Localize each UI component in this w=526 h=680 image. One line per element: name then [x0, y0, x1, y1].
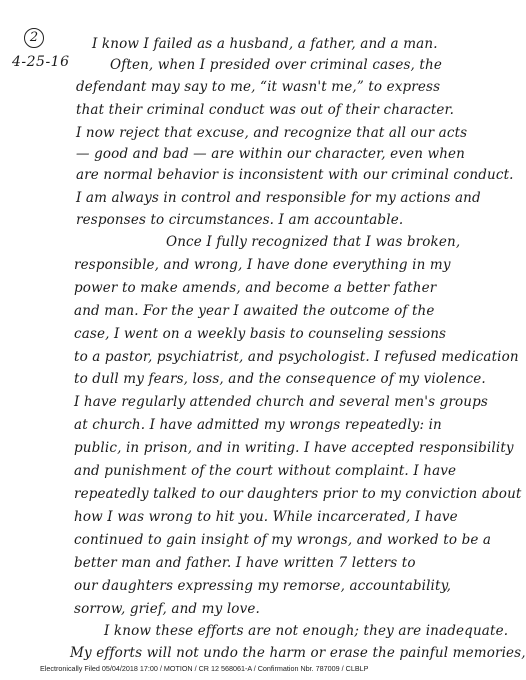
- letter-line: continued to gain insight of my wrongs, and worked to be a: [74, 532, 492, 548]
- page-number: 2: [24, 28, 44, 48]
- letter-line: Often, when I presided over criminal cases, the: [110, 57, 442, 73]
- letter-line: responsible, and wrong, I have done everything in my: [74, 257, 451, 273]
- letter-date: 4-25-16: [12, 54, 70, 70]
- electronic-filing-stamp: Electronically Filed 05/04/2018 17:00 / MOTION / CR 12 568061-A / Confirmation Nbr. 787009 / CLBLP: [40, 664, 369, 673]
- letter-line: public, in prison, and in writing. I have accepted responsibility: [74, 440, 514, 456]
- letter-line: repeatedly talked to our daughters prior to my conviction about: [74, 486, 522, 502]
- letter-line: I know these efforts are not enough; they are inadequate.: [104, 623, 509, 639]
- letter-line: are normal behavior is inconsistent with our criminal conduct.: [76, 167, 514, 183]
- letter-line: defendant may say to me, “it wasn't me,” to express: [76, 79, 441, 95]
- letter-line: to dull my fears, loss, and the consequence of my violence.: [74, 371, 486, 387]
- letter-line: I now reject that excuse, and recognize that all our acts: [76, 125, 468, 141]
- letter-line: our daughters expressing my remorse, accountability,: [74, 578, 452, 594]
- letter-line: better man and father. I have written 7 letters to: [74, 555, 416, 571]
- letter-line: responses to circumstances. I am accountable.: [76, 212, 404, 228]
- letter-line: power to make amends, and become a better father: [74, 280, 437, 296]
- letter-line: I am always in control and responsible for my actions and: [76, 190, 481, 206]
- letter-line: and man. For the year I awaited the outcome of the: [74, 303, 435, 319]
- letter-line: how I was wrong to hit you. While incarcerated, I have: [74, 509, 458, 525]
- letter-line: at church. I have admitted my wrongs repeatedly: in: [74, 417, 442, 433]
- letter-line: I know I failed as a husband, a father, and a man.: [92, 36, 438, 52]
- letter-line: case, I went on a weekly basis to counseling sessions: [74, 326, 447, 342]
- letter-line: I have regularly attended church and several men's groups: [74, 394, 488, 410]
- letter-line: and punishment of the court without complaint. I have: [74, 463, 457, 479]
- letter-line: My efforts will not undo the harm or erase the painful memories,: [70, 645, 526, 661]
- letter-line: Once I fully recognized that I was broken,: [166, 234, 461, 250]
- letter-line: — good and bad — are within our character, even when: [76, 146, 466, 162]
- letter-line: sorrow, grief, and my love.: [74, 601, 260, 617]
- letter-line: that their criminal conduct was out of their character.: [76, 102, 455, 118]
- letter-line: to a pastor, psychiatrist, and psychologist. I refused medication: [74, 349, 519, 365]
